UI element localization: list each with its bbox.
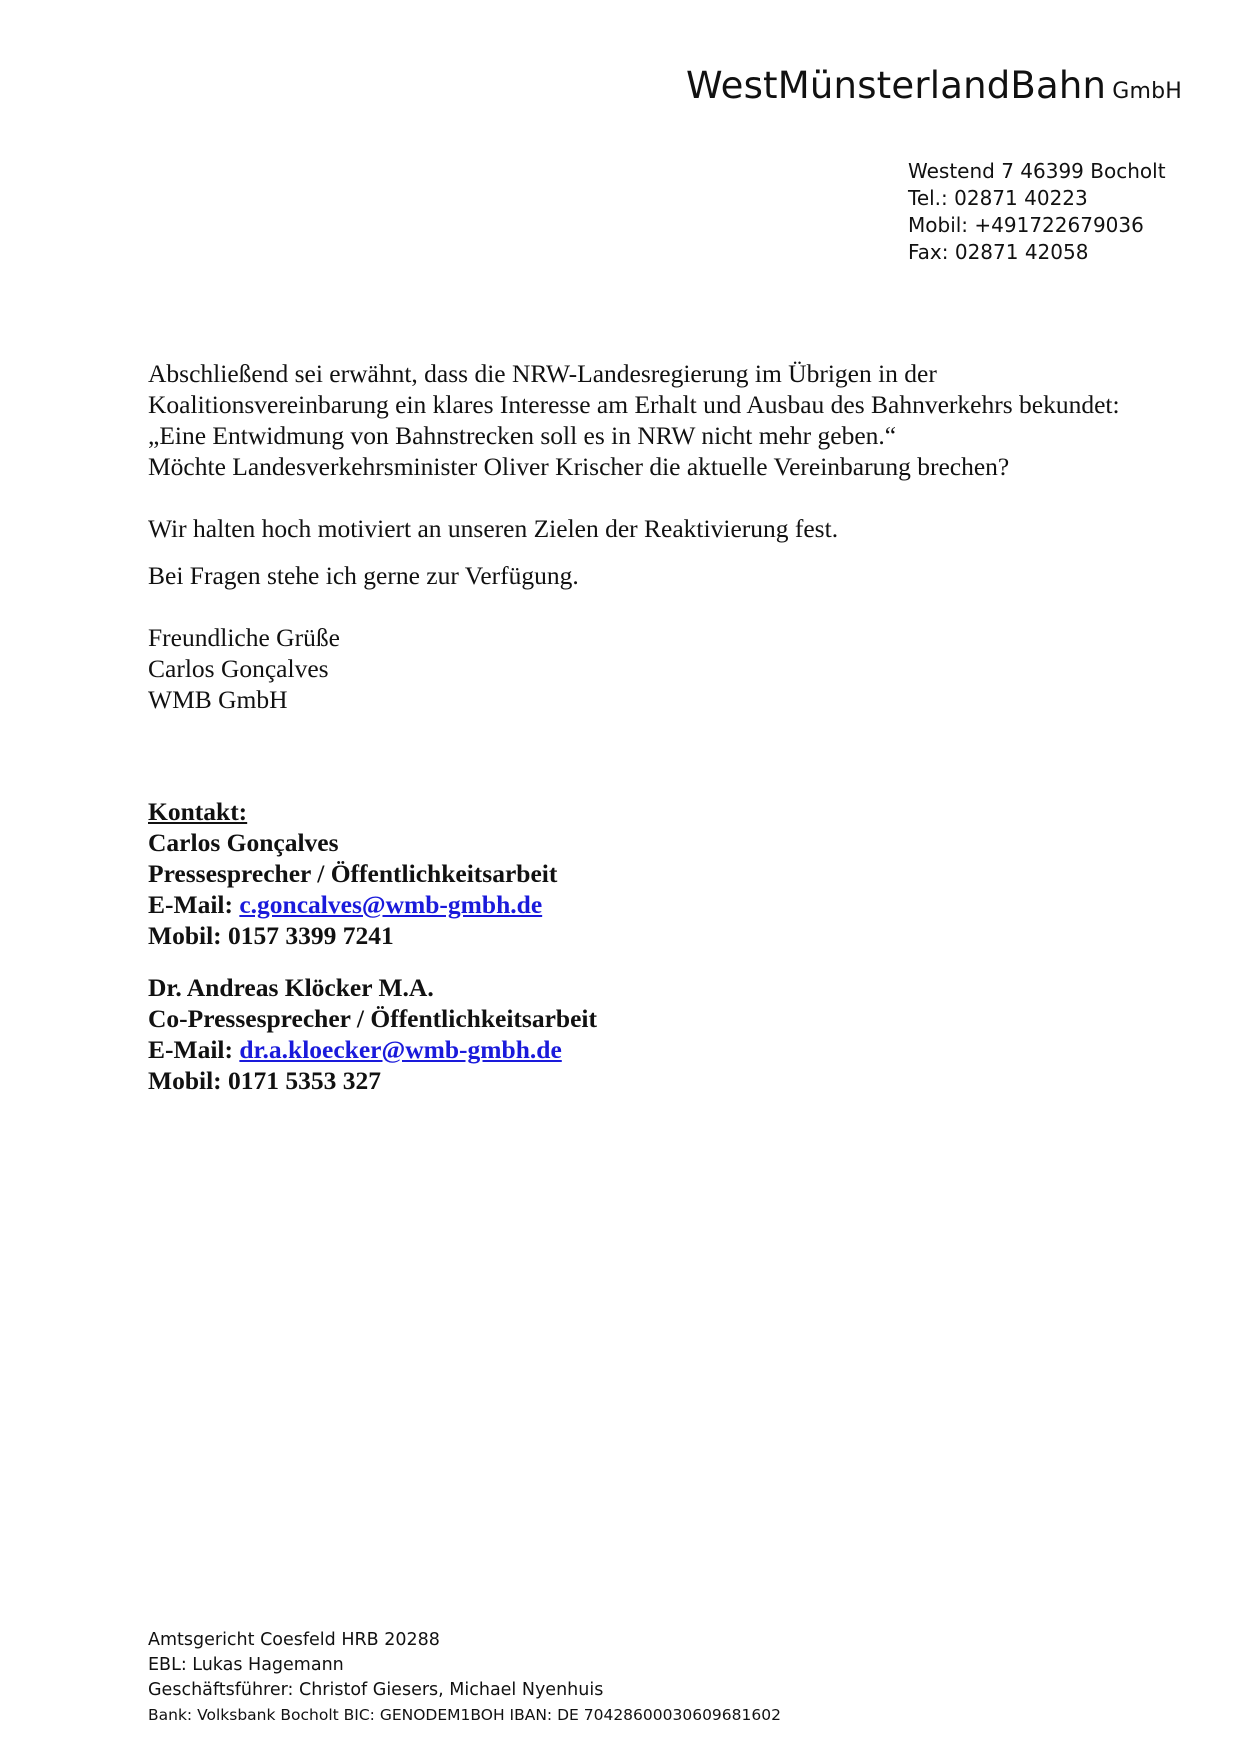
closing-signer-name: Carlos Gonçalves [148, 654, 329, 683]
closing-greeting: Freundliche Grüße [148, 623, 340, 652]
email-label: E-Mail: [148, 1035, 240, 1064]
footer-bank: Bank: Volksbank Bocholt BIC: GENODEM1BOH IBAN: DE 70428600030609681602 [148, 1706, 781, 1724]
company-letterhead [686, 64, 1182, 107]
sender-address-block [908, 158, 1166, 266]
letter-body [148, 358, 1188, 715]
contact-mobile: Mobil: 0157 3399 7241 [148, 921, 394, 950]
contact-name: Carlos Gonçalves [148, 828, 339, 857]
contact-heading: Kontakt: [148, 797, 248, 826]
contact-block [148, 796, 597, 1096]
email-label: E-Mail: [148, 890, 240, 919]
sender-phone: Tel.: 02871 40223 [908, 186, 1088, 210]
footer-management: Geschäftsführer: Christof Giesers, Michael Nyenhuis [148, 1680, 604, 1700]
body-question: Möchte Landesverkehrsminister Oliver Krischer die aktuelle Vereinbarung brechen? [148, 452, 1010, 481]
body-paragraph-questions: Bei Fragen stehe ich gerne zur Verfügung. [148, 561, 579, 590]
body-paragraph-goals: Wir halten hoch motiviert an unseren Zielen der Reaktivierung fest. [148, 514, 839, 543]
contact-name: Dr. Andreas Klöcker M.A. [148, 973, 434, 1002]
email-link[interactable]: dr.a.kloecker@wmb-gmbh.de [239, 1035, 562, 1064]
letter-footer [148, 1628, 781, 1728]
contact-mobile: Mobil: 0171 5353 327 [148, 1066, 382, 1095]
body-line: Koalitionsvereinbarung ein klares Interesse am Erhalt und Ausbau des Bahnverkehrs bekundet: [148, 390, 1120, 419]
footer-court-register: Amtsgericht Coesfeld HRB 20288 [148, 1630, 440, 1650]
contact-email-row [148, 889, 597, 920]
email-link[interactable]: c.goncalves@wmb-gmbh.de [239, 890, 543, 919]
contact-role: Pressesprecher / Öffentlichkeitsarbeit [148, 859, 558, 888]
company-name: WestMünsterlandBahn [686, 64, 1107, 107]
company-legal-form: GmbH [1112, 79, 1182, 104]
body-quote: „Eine Entwidmung von Bahnstrecken soll es in NRW nicht mehr geben.“ [148, 421, 897, 450]
body-line: Abschließend sei erwähnt, dass die NRW-Landesregierung im Übrigen in der [148, 359, 937, 388]
sender-street: Westend 7 46399 Bocholt [908, 159, 1166, 183]
contact-role: Co-Pressesprecher / Öffentlichkeitsarbeit [148, 1004, 597, 1033]
sender-mobile: Mobil: +491722679036 [908, 213, 1144, 237]
footer-ebl: EBL: Lukas Hagemann [148, 1655, 344, 1675]
sender-fax: Fax: 02871 42058 [908, 240, 1089, 264]
contact-email-row [148, 1034, 597, 1065]
closing-company: WMB GmbH [148, 685, 288, 714]
